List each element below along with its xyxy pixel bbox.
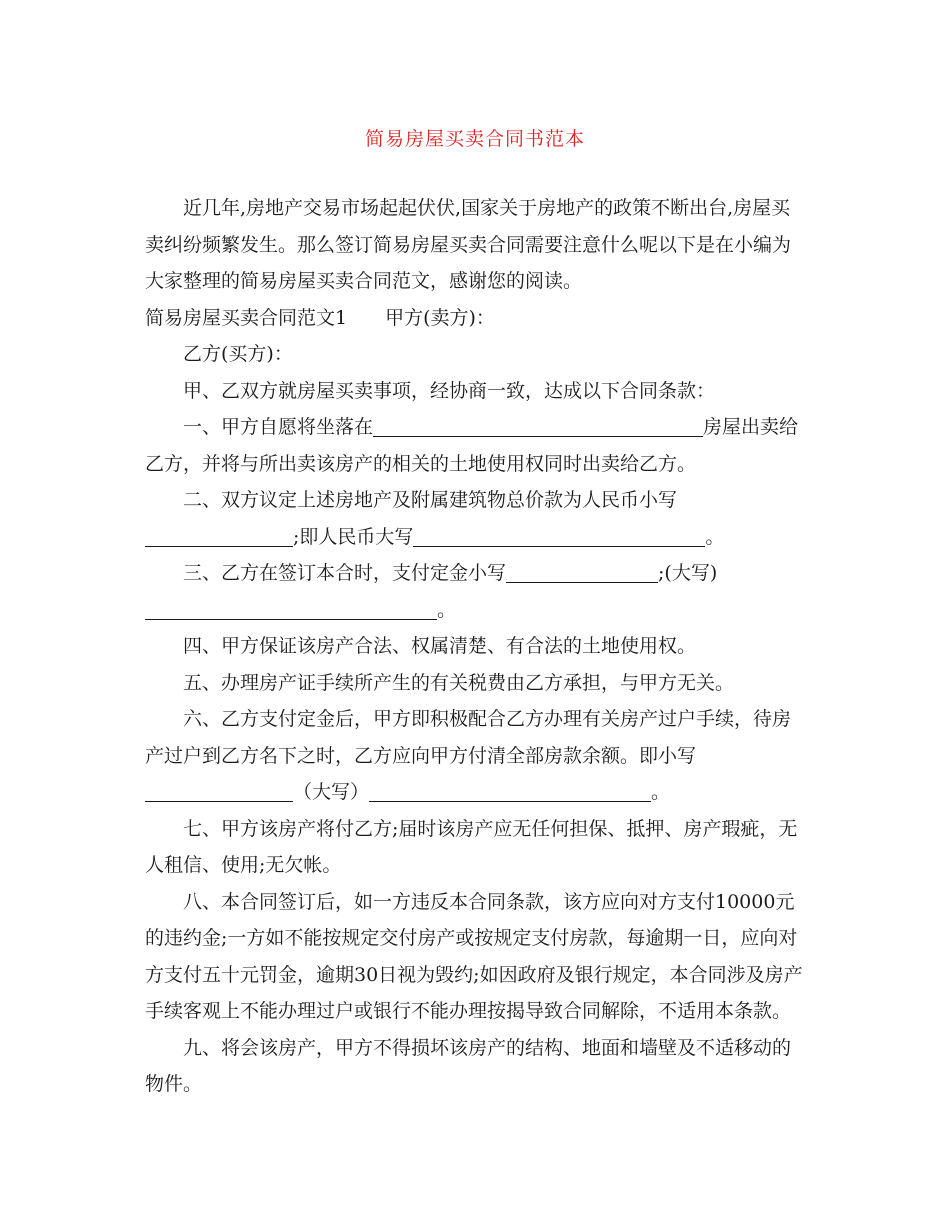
clause-6-text-mid: （大写） (293, 781, 370, 803)
clause-1 (145, 409, 805, 482)
intro-paragraph: 近几年,房地产交易市场起起伏伏,国家关于房地产的政策不断出台,房屋买卖纠纷频繁发生。那么签订简易房屋买卖合同需要注意什么呢以下是在小编为大家整理的简易房屋买卖合同范文，感谢您的阅读。 (145, 197, 792, 292)
document-title: 简易房屋买卖合同书范本 (364, 128, 585, 150)
balance-words-blank (369, 779, 651, 802)
deposit-numeric-blank (506, 560, 658, 583)
clause-1-text-start: 一、甲方自愿将坐落在 (183, 416, 374, 438)
price-numeric-blank (145, 524, 293, 547)
clause-9: 九、将会该房产，甲方不得损坏该房产的结构、地面和墙壁及不适移动的物件。 (145, 1036, 792, 1095)
clause-2-text-end: 。 (705, 525, 725, 548)
section-heading-line (145, 300, 805, 337)
clause-7: 七、甲方该房产将付乙方;届时该房产应无任何担保、抵押、房产瑕疵，无人租信、使用;无欠帐。 (145, 817, 798, 876)
location-blank (373, 414, 703, 437)
clause-6-text-end: 。 (651, 781, 671, 803)
document-body (145, 190, 805, 1103)
party-b-label: 乙方(买方)： (183, 343, 293, 365)
party-a-label: 甲方(卖方)： (385, 306, 495, 329)
section-heading: 简易房屋买卖合同范文1 (145, 306, 348, 329)
clause-6 (145, 701, 805, 811)
clause-3-text-end: 。 (437, 598, 457, 621)
clause-6-text-start: 六、乙方支付定金后，甲方即积极配合乙方办理有关房产过户手续，待房产过户到乙方名下之时，乙方应向甲方付清全部房款余额。即小写 (145, 708, 792, 767)
price-words-blank (413, 524, 705, 547)
clause-2-text-mid: ;即人民币大写 (293, 525, 414, 548)
agreement-paragraph: 甲、乙双方就房屋买卖事项，经协商一致，达成以下合同条款： (183, 379, 716, 402)
deposit-words-blank (145, 597, 437, 620)
clause-2-text-start: 二、双方议定上述房地产及附属建筑物总价款为人民币小写 (183, 489, 678, 511)
clause-5: 五、办理房产证手续所产生的有关税费由乙方承担，与甲方无关。 (183, 671, 735, 694)
clause-3-text-mid: ;(大写) (658, 562, 718, 584)
clause-2 (145, 482, 805, 555)
clause-1-text-end: 房屋出卖给乙方，并将与所出卖该房产的相关的土地使用权同时出卖给乙方。 (145, 416, 799, 475)
clause-8: 八、本合同签订后，如一方违反本合同条款，该方应向对方支付10000元的违约金;一方如不能按规定交付房产或按规定支付房款，每逾期一日，应向对方支付五十元罚金，逾期30日视为毁约;如因政府及银行规定，本合同涉及房产手续客观上不能办理过户或银行不能办理按揭导致合同解除，不适用本条款。 (145, 890, 803, 1022)
clause-3 (145, 555, 805, 628)
clause-4: 四、甲方保证该房产合法、权属清楚、有合法的土地使用权。 (183, 635, 697, 657)
clause-3-text-start: 三、乙方在签订本合时，支付定金小写 (183, 562, 507, 584)
balance-numeric-blank (145, 779, 293, 802)
